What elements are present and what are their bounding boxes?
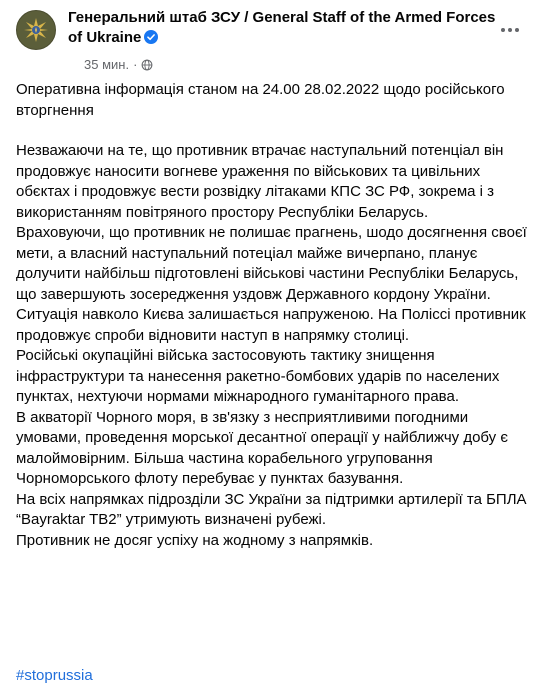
- post-author[interactable]: [68, 8, 498, 48]
- post-paragraph: Російські окупаційні війська застосовують тактику знищення інфраструктури та нанесення ракетно-бомбових ударів по населених пунктах, нехтуючи нормами міжнародного гуманітарного права.: [16, 347, 500, 405]
- more-options-dot: [515, 28, 519, 32]
- meta-separator: ·: [133, 57, 138, 72]
- post-author-name[interactable]: Генеральний штаб ЗСУ / General Staff of the Armed Forces of Ukraine: [68, 9, 496, 46]
- post-paragraph: Враховуючи, що противник не полишає прагнень, шодо досягнення своєї мети, а власний наступальний потеціал майже вичерпано, планує долучити найбільш підготовлені військові частини Республіки Беларусь, що завершують зосередження уздовж Державного кордону України.: [16, 224, 527, 303]
- post-header: [16, 8, 528, 72]
- verified-badge-icon: [144, 30, 158, 44]
- post-paragraph: На всіх напрямках підрозділи ЗС України за підтримки артилерії та БПЛА “Bayraktar TB2” утримують визначені рубежі.: [16, 490, 527, 528]
- post-paragraph: В акваторії Чорного моря, в зв'язку з несприятливими погодними умовами, проведення морської десантної операції у найближчу добу є малоймовірним. Більша частина корабельного угруповання Чорноморського флоту перебуває у пунктах базування.: [16, 408, 508, 487]
- post-paragraph: Ситуація навколо Києва залишається напруженою. На Поліссі противник продовжує спроби відновити наступ в напрямку столиці.: [16, 306, 526, 344]
- post-headline: Оперативна інформація станом на 24.00 28.02.2022 щодо російського вторгнення: [16, 81, 505, 119]
- post-content: [16, 80, 532, 551]
- globe-icon[interactable]: [141, 59, 153, 71]
- post-meta: [84, 57, 153, 73]
- armed-forces-emblem-icon: [22, 16, 50, 44]
- post-paragraph: Незважаючи на те, що противник втрачає наступальний потенціал він продовжує наносити вогневе ураження по військових та цивільних обєктах і продовжує вести розвідку літаками КПС ЗС РФ, зокрема і з використанням повітряного простору Республіки Беларусь.: [16, 142, 504, 221]
- post-paragraph: Противник не досяг успіху на жодному з напрямків.: [16, 531, 374, 549]
- post-timestamp[interactable]: 35 мин.: [84, 57, 130, 72]
- hashtag-link[interactable]: #stoprussia: [16, 667, 93, 684]
- more-options-icon: [501, 28, 505, 32]
- more-options-dot: [508, 28, 512, 32]
- avatar[interactable]: [16, 10, 56, 50]
- more-options-button[interactable]: [492, 12, 528, 48]
